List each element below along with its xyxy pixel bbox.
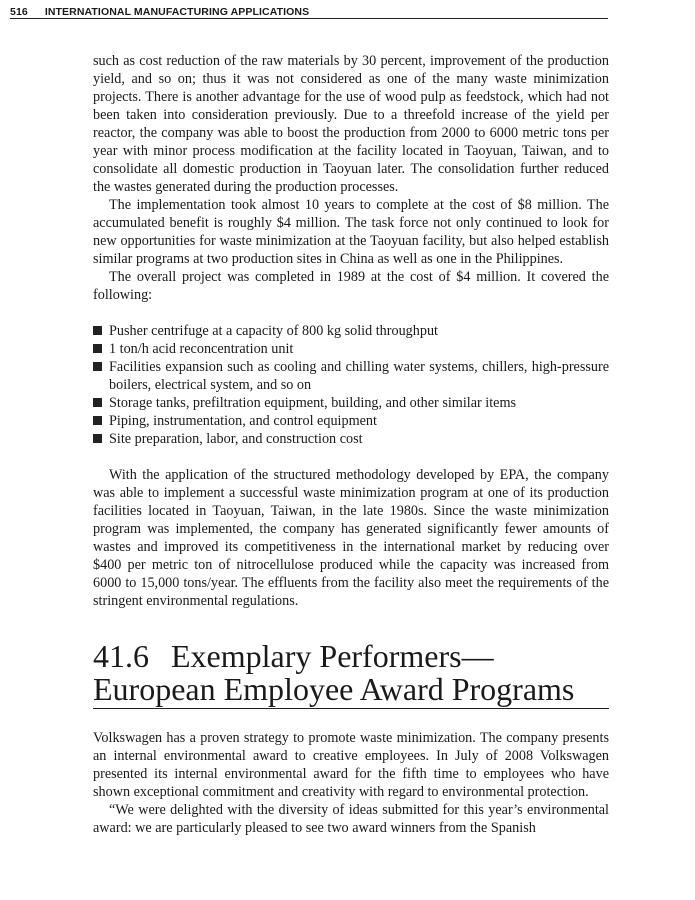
square-bullet-icon [93,326,102,335]
running-title: INTERNATIONAL MANUFACTURING APPLICATIONS [44,6,310,18]
page-body [93,52,609,837]
paragraph: The implementation took almost 10 years to complete at the cost of $8 million. The accumulated benefit is roughly $4 million. The task force not only continued to look for new opportunities for waste minimization at the Taoyuan facility, but also helped establish similar programs at two production sites in China as well as one in the Philippines. [93,197,609,267]
bullet-item [93,412,609,430]
section-heading [93,640,609,709]
section-number: 41.6 [93,638,149,674]
bullet-item [93,358,609,394]
bullet-text: Site preparation, labor, and construction cost [109,431,363,447]
bullet-item [93,322,609,340]
paragraph: With the application of the structured methodology developed by EPA, the company was able to implement a successful waste minimization program at one of its production facilities located in Taoyuan, Taiwan, in the late 1980s. Since the waste minimization program was implemented, the company has generated significantly fewer amounts of wastes and improved its competitiveness in the international market by reducing over $400 per metric ton of nitrocellulose produced while the capacity was increased from 6000 to 15,000 tons/year. The effluents from the facility also meet the requirements of the stringent environmental regulations. [93,467,609,609]
paragraph: Volkswagen has a proven strategy to promote waste minimization. The company presents an internal environmental award to creative employees. In July of 2008 Volkswagen presented its internal environmental award for the fifth time to employees who have shown exceptional commitment and creativity with regard to environmental protection. [93,730,609,800]
square-bullet-icon [93,344,102,353]
square-bullet-icon [93,416,102,425]
paragraph: “We were delighted with the diversity of ideas submitted for this year’s environmental award: we are particularly pleased to see two award winners from the Spanish [93,802,609,836]
bullet-text: Facilities expansion such as cooling and chilling water systems, chillers, high-pressure boilers, electrical system, and so on [109,359,609,393]
section-title: Exemplary Performers—European Employee Award Programs [93,638,575,707]
running-head [10,6,608,19]
bullet-item [93,394,609,412]
square-bullet-icon [93,434,102,443]
paragraph: The overall project was completed in 1989 at the cost of $4 million. It covered the following: [93,269,609,303]
bullet-text: Piping, instrumentation, and control equipment [109,413,377,429]
square-bullet-icon [93,362,102,371]
bullet-text: Pusher centrifuge at a capacity of 800 kg solid throughput [109,323,438,339]
bullet-list [93,322,609,448]
square-bullet-icon [93,398,102,407]
bullet-item [93,430,609,448]
paragraph: such as cost reduction of the raw materials by 30 percent, improvement of the production yield, and so on; thus it was not considered as one of the many waste minimization projects. There is another advantage for the use of wood pulp as feedstock, which had not been taken into consideration previously. Due to a threefold increase of the yield per reactor, the company was able to boost the production from 2000 to 6000 metric tons per year with minor process modification at the facility located in Taoyuan, Taiwan, and to consolidate all domestic production in Taoyuan later. The consolidation further reduced the wastes generated during the production processes. [93,53,609,195]
bullet-text: 1 ton/h acid reconcentration unit [109,341,294,357]
bullet-item [93,340,609,358]
page-number: 516 [10,6,28,18]
bullet-text: Storage tanks, prefiltration equipment, building, and other similar items [109,395,517,411]
